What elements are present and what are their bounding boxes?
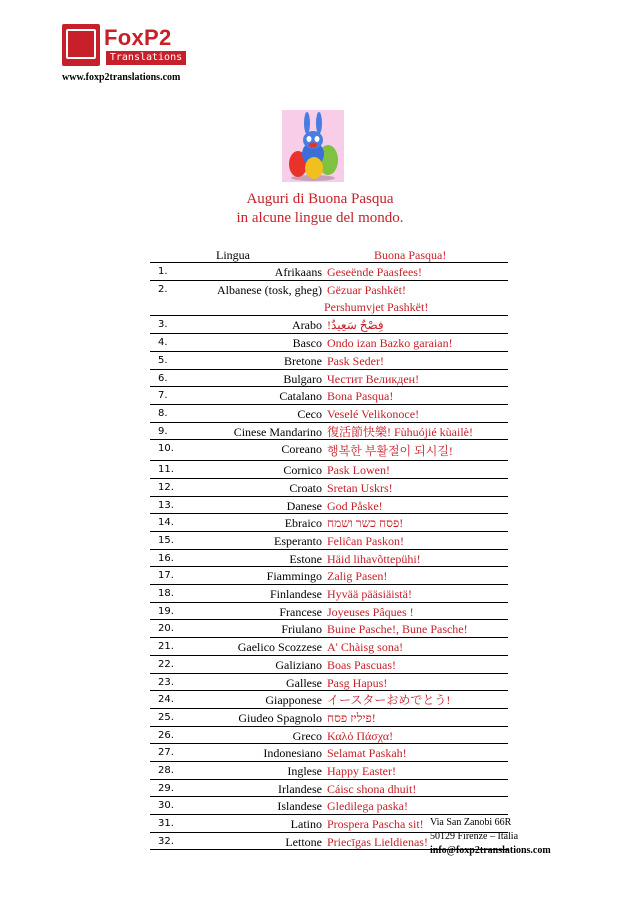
table-row [150, 585, 508, 603]
language-name: Friulano [281, 622, 322, 637]
row-number: 9. [158, 425, 168, 437]
row-number: 1. [158, 266, 168, 277]
table-row [150, 461, 508, 479]
easter-greeting: イースターおめでとう! [327, 693, 451, 708]
row-number: 19. [158, 605, 174, 617]
language-name: Ebraico [284, 516, 322, 531]
table-row [150, 638, 508, 656]
logo-subtitle: Translations [106, 51, 186, 65]
table-row [150, 352, 508, 370]
address-street: Via San Zanobi 66R [430, 817, 512, 828]
row-number: 14. [158, 517, 174, 529]
language-name: Gaelico Scozzese [237, 640, 322, 655]
language-name: Coreano [281, 442, 322, 457]
easter-greeting: פיליז פסח! [327, 710, 376, 725]
table-row [150, 479, 508, 497]
language-name: Danese [286, 498, 322, 513]
language-name: Ceco [297, 406, 322, 421]
language-name: Fiammingo [266, 569, 322, 584]
language-name: Greco [292, 728, 322, 743]
row-number: 29. [158, 782, 174, 794]
table-row [150, 780, 508, 798]
easter-greeting: Sretan Uskrs! [327, 480, 393, 495]
easter-greeting: Zalig Pasen! [327, 569, 388, 584]
easter-greeting: Cáisc shona dhuit! [327, 781, 417, 796]
easter-greeting: Geseënde Paasfees! [327, 265, 422, 279]
language-name: Estone [289, 551, 322, 566]
easter-greeting: פסח כשר ושמח! [327, 516, 404, 531]
easter-greeting: 復活節快樂! Fùhuójié kùailè! [327, 424, 473, 439]
row-number: 3. [158, 319, 168, 331]
easter-greeting: Feliĉan Paskon! [327, 534, 404, 549]
easter-bunny-illustration [282, 110, 344, 182]
language-name: Cornico [283, 463, 322, 478]
table-row [150, 532, 508, 550]
row-number: 5. [158, 354, 168, 366]
language-name: Bulgaro [283, 371, 322, 386]
language-name: Francese [279, 604, 322, 619]
row-number: 30. [158, 800, 174, 812]
row-number: 18. [158, 588, 174, 600]
row-number: 26. [158, 729, 174, 741]
easter-greeting: Pasg Hapus! [327, 675, 388, 690]
easter-greeting: Selamat Paskah! [327, 746, 407, 761]
table-row [150, 423, 508, 441]
table-row [150, 263, 508, 281]
row-number: 2. [158, 283, 168, 295]
easter-greeting: Boas Pascuas! [327, 657, 396, 672]
language-name: Cinese Mandarino [233, 424, 322, 439]
row-number: 27. [158, 747, 174, 759]
table-row [150, 762, 508, 780]
row-number: 31. [158, 818, 174, 830]
table-row [150, 691, 508, 709]
table-row [150, 603, 508, 621]
company-logo [62, 24, 188, 68]
language-name: Lettone [285, 834, 322, 849]
easter-greeting: Joyeuses Pâques ! [327, 604, 414, 619]
table-row [150, 370, 508, 388]
table-row [150, 316, 508, 334]
table-row [150, 797, 508, 815]
row-number: 17. [158, 570, 174, 582]
row-number: 25. [158, 711, 174, 723]
table-row [150, 405, 508, 423]
table-row [150, 709, 508, 727]
easter-greeting-alt: Pershumvjet Pashkët! [324, 299, 429, 314]
table-row [150, 334, 508, 352]
row-number: 6. [158, 372, 168, 384]
table-row [150, 674, 508, 692]
easter-greeting: Bona Pasqua! [327, 389, 394, 404]
logo-name: FoxP2 [104, 25, 172, 50]
table-row [150, 744, 508, 762]
table-row [150, 550, 508, 568]
row-number: 22. [158, 658, 174, 670]
table-row [150, 620, 508, 638]
language-name: Croato [289, 480, 322, 495]
language-name: Afrikaans [274, 265, 322, 279]
easter-greeting: Καλό Πάσχα! [327, 728, 394, 743]
table-row [150, 281, 508, 317]
address-city: 50129 Firenze – Italia [430, 831, 519, 842]
row-number: 16. [158, 552, 174, 564]
table-row [150, 656, 508, 674]
easter-greeting: Gëzuar Pashkët! [327, 282, 406, 297]
easter-greeting: Happy Easter! [327, 763, 396, 778]
language-name: Latino [290, 817, 322, 832]
easter-greeting: Pask Lowen! [327, 463, 390, 478]
row-number: 12. [158, 481, 174, 493]
table-row [150, 514, 508, 532]
easter-greeting: Veselé Velikonoce! [327, 406, 420, 421]
easter-greeting: Prospera Pascha sit! [327, 817, 424, 832]
easter-greeting: Pask Seder! [327, 353, 384, 368]
greetings-table [150, 263, 508, 850]
contact-email[interactable]: info@foxp2translations.com [430, 845, 551, 856]
page-title: Auguri di Buona Pasqua [246, 191, 394, 207]
language-name: Indonesiano [263, 746, 322, 761]
page-subtitle: in alcune lingue del mondo. [236, 210, 404, 226]
row-number: 7. [158, 390, 168, 402]
row-number: 8. [158, 407, 168, 419]
column-header-language: Lingua [216, 248, 250, 262]
language-name: Albanese (tosk, gheg) [217, 282, 322, 297]
table-row [150, 727, 508, 745]
row-number: 23. [158, 676, 174, 688]
row-number: 10. [158, 443, 174, 455]
logo-mark [62, 24, 100, 66]
easter-greeting: Buine Pasche!, Bune Pasche! [327, 622, 468, 637]
language-name: Esperanto [274, 534, 322, 549]
easter-greeting: God Påske! [327, 498, 383, 513]
language-name: Finlandese [270, 587, 322, 602]
row-number: 13. [158, 499, 174, 511]
language-name: Galiziano [275, 657, 322, 672]
column-header-greeting: Buona Pasqua! [374, 248, 447, 262]
row-number: 24. [158, 694, 174, 706]
row-number: 15. [158, 535, 174, 547]
easter-greeting: 행복한 부활절이 되시길! [327, 444, 453, 459]
table-row [150, 497, 508, 515]
easter-greeting: !فِصْحٌ سَعِيدٌ [327, 318, 384, 333]
language-name: Inglese [287, 763, 322, 778]
row-number: 28. [158, 764, 174, 776]
language-name: Catalano [279, 389, 322, 404]
row-number: 11. [158, 464, 174, 476]
table-row [150, 440, 508, 461]
row-number: 4. [158, 337, 168, 349]
language-name: Basco [292, 336, 322, 351]
language-name: Gallese [286, 675, 322, 690]
easter-greeting: A' Chàisg sona! [327, 640, 404, 655]
website-url: www.foxp2translations.com [62, 72, 181, 83]
easter-greeting: Ondo izan Bazko garaian! [327, 336, 453, 351]
language-name: Giapponese [265, 693, 322, 708]
language-name: Irlandese [278, 781, 322, 796]
easter-greeting: Priecīgas Lieldienas! [327, 834, 428, 849]
row-number: 20. [158, 623, 174, 635]
language-name: Giudeo Spagnolo [238, 710, 322, 725]
table-row [150, 567, 508, 585]
row-number: 21. [158, 641, 174, 653]
language-name: Islandese [277, 799, 322, 814]
company-address [430, 816, 551, 858]
easter-greeting: Häid lihavõttepühi! [327, 551, 421, 566]
easter-greeting: Hyvää pääsiäistä! [327, 587, 412, 602]
row-number: 32. [158, 835, 174, 847]
table-row [150, 387, 508, 405]
language-name: Bretone [284, 353, 322, 368]
easter-greeting: Честит Великден! [327, 371, 420, 386]
language-name: Arabo [292, 318, 322, 333]
easter-greeting: Gledilega paska! [327, 799, 408, 814]
